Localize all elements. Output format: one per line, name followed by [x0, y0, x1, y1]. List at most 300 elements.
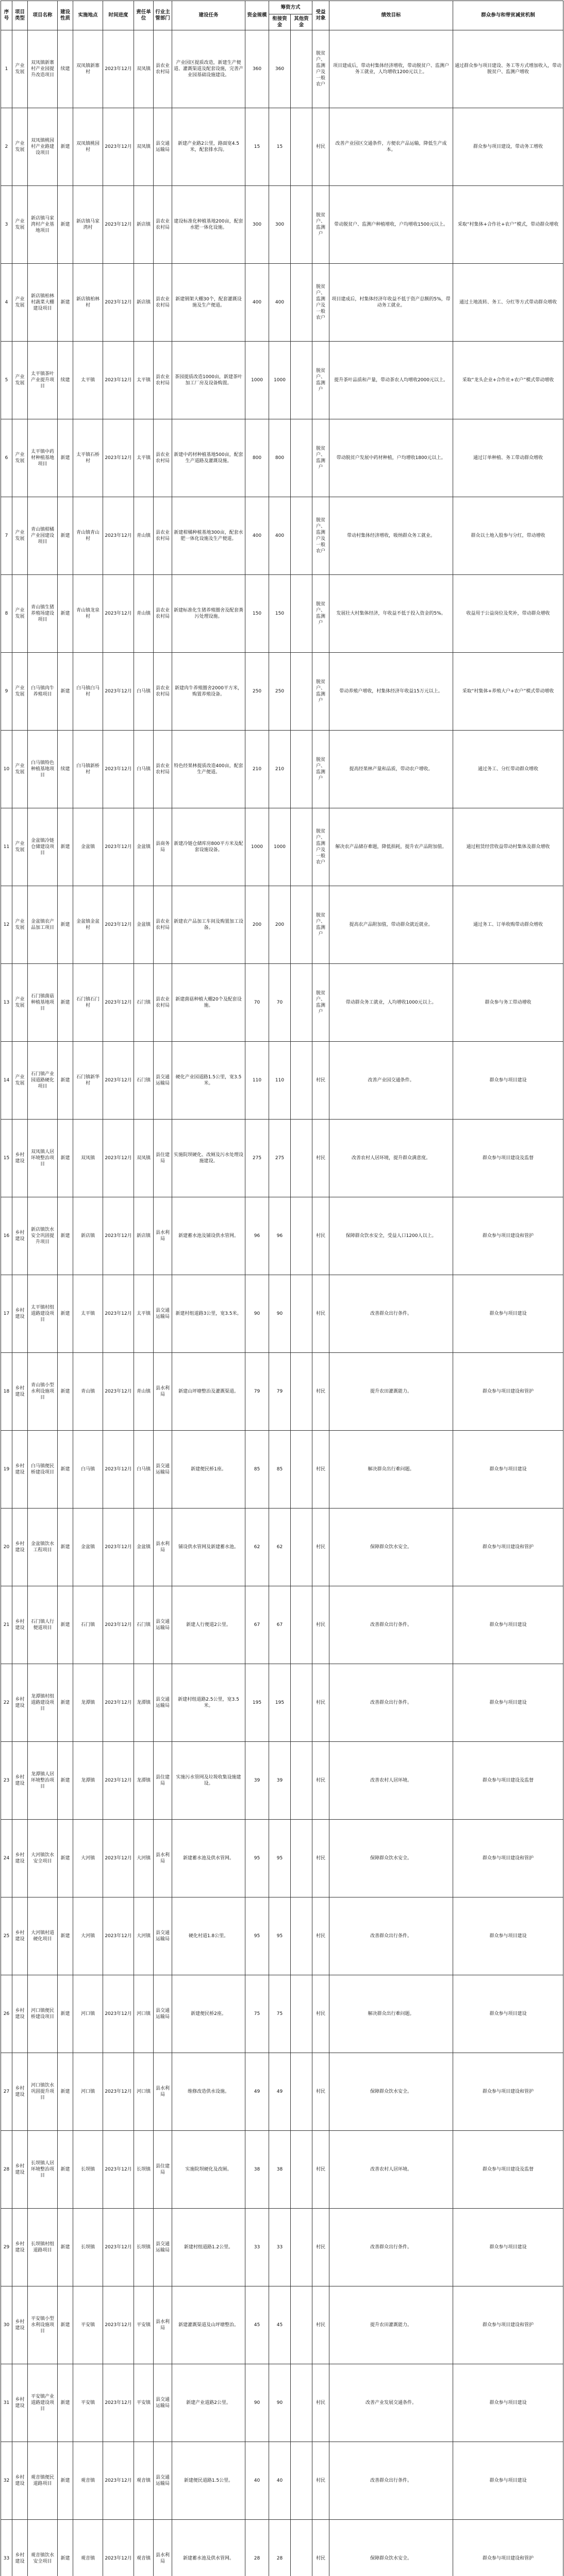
cell-place: 新店镇马家湾村: [73, 186, 103, 264]
cell-place: 平安镇: [73, 2364, 103, 2442]
table-row: [1, 1975, 563, 2053]
cell-fund-b: [291, 264, 312, 342]
cell-dept: 县农业农村局: [154, 419, 172, 497]
cell-place: 大河镇: [73, 1820, 103, 1897]
cell-content: 新建产业路2公里，路面宽4.5米，配套排水沟。: [172, 108, 245, 186]
cell-fund: 45: [245, 2286, 269, 2364]
cell-type: 乡村建设: [12, 2209, 28, 2286]
cell-mech: 群众参与项目建设及监督: [453, 2131, 563, 2209]
cell-nature: 新建: [58, 886, 73, 964]
cell-unit: 双凤镇: [134, 108, 154, 186]
cell-fund-a: 90: [269, 1275, 291, 1353]
cell-benefit: 村民: [312, 1664, 329, 1742]
cell-nature: 续建: [58, 731, 73, 808]
cell-mech: 群众参与项目建设: [453, 2364, 563, 2442]
cell-unit: 龙潭镇: [134, 1664, 154, 1742]
cell-type: 乡村建设: [12, 1664, 28, 1742]
cell-nature: 新建: [58, 1509, 73, 1586]
cell-place: 龙潭镇: [73, 1742, 103, 1820]
cell-no: 20: [1, 1509, 12, 1586]
cell-fund-a: 110: [269, 1042, 291, 1120]
cell-unit: 白马镇: [134, 731, 154, 808]
cell-nature: 新建: [58, 1353, 73, 1431]
cell-no: 33: [1, 2520, 12, 2576]
cell-no: 5: [1, 342, 12, 419]
cell-content: 新建便民道路1.5公里。: [172, 2442, 245, 2520]
cell-time: 2023年12月: [103, 186, 134, 264]
cell-content: 新建钢架大棚30个，配套灌溉设施及生产便道。: [172, 264, 245, 342]
cell-time: 2023年12月: [103, 1120, 134, 1197]
cell-time: 2023年12月: [103, 30, 134, 108]
cell-content: 新建村组道路2.5公里，宽3.5米。: [172, 1664, 245, 1742]
cell-benefit: 脱贫户、监测户: [312, 964, 329, 1042]
table-row: [1, 2520, 563, 2576]
cell-dept: 县水利局: [154, 2520, 172, 2576]
cell-place: 长坝镇: [73, 2131, 103, 2209]
header-mode: 筹资方式: [269, 1, 312, 14]
cell-name: 青山镇生猪养殖场建设项目: [28, 575, 58, 653]
cell-place: 青山镇青山村: [73, 497, 103, 575]
cell-place: 河口镇: [73, 2053, 103, 2131]
cell-mech: 群众参与项目建设: [453, 2442, 563, 2520]
cell-fund: 40: [245, 2442, 269, 2520]
cell-fund-a: 45: [269, 2286, 291, 2364]
cell-goal: 保障群众饮水安全。: [329, 2520, 453, 2576]
cell-place: 平安镇: [73, 2286, 103, 2364]
cell-dept: 县交通运输局: [154, 1275, 172, 1353]
cell-goal: 改善产业园交通条件。: [329, 1042, 453, 1120]
table-row: [1, 1197, 563, 1275]
cell-unit: 白马镇: [134, 653, 154, 731]
cell-place: 双凤镇桃园村: [73, 108, 103, 186]
cell-fund-b: [291, 1275, 312, 1353]
cell-goal: 带动群众务工就业，人均增收1000元以上。: [329, 964, 453, 1042]
cell-no: 19: [1, 1431, 12, 1509]
cell-fund: 75: [245, 1975, 269, 2053]
cell-benefit: 村民: [312, 1897, 329, 1975]
cell-fund-a: 95: [269, 1897, 291, 1975]
cell-time: 2023年12月: [103, 2209, 134, 2286]
cell-goal: 改善群众出行条件。: [329, 1275, 453, 1353]
cell-name: 白马镇特色种植基地项目: [28, 731, 58, 808]
cell-mech: 群众参与项目建设及监督: [453, 1742, 563, 1820]
cell-content: 新建农产品加工车间及购置加工设备。: [172, 886, 245, 964]
cell-no: 2: [1, 108, 12, 186]
cell-fund: 95: [245, 1820, 269, 1897]
cell-place: 太平镇: [73, 1275, 103, 1353]
cell-place: 白马镇: [73, 1431, 103, 1509]
cell-fund-b: [291, 2364, 312, 2442]
project-table-sheet: [1, 1, 563, 2576]
cell-unit: 大河镇: [134, 1820, 154, 1897]
table-row: [1, 964, 563, 1042]
project-table: [1, 1, 563, 2576]
cell-place: 石门镇: [73, 1586, 103, 1664]
cell-content: 新建产业道路2公里。: [172, 2364, 245, 2442]
cell-goal: 提高农产品附加值，带动群众就近就业。: [329, 886, 453, 964]
cell-dept: 县农业农村局: [154, 653, 172, 731]
cell-goal: 解决群众出行难问题。: [329, 1975, 453, 2053]
cell-fund-b: [291, 342, 312, 419]
cell-benefit: 脱贫户、监测户: [312, 731, 329, 808]
cell-no: 32: [1, 2442, 12, 2520]
table-row: [1, 2053, 563, 2131]
cell-mech: 收益用于公益岗位及奖补，带动群众增收: [453, 575, 563, 653]
cell-goal: 项目建成后，村集体经济年收益不低于资产总额的5%，带动务工就业。: [329, 264, 453, 342]
cell-time: 2023年12月: [103, 808, 134, 886]
table-row: [1, 1431, 563, 1509]
cell-unit: 观音镇: [134, 2520, 154, 2576]
cell-name: 白马镇肉牛养殖项目: [28, 653, 58, 731]
cell-dept: 县农业农村局: [154, 264, 172, 342]
cell-unit: 河口镇: [134, 1975, 154, 2053]
cell-mech: 通过土地流转、务工、分红等方式带动群众增收: [453, 264, 563, 342]
cell-content: 硬化产业园道路1.5公里，宽3.5米。: [172, 1042, 245, 1120]
cell-type: 乡村建设: [12, 2286, 28, 2364]
cell-time: 2023年12月: [103, 2053, 134, 2131]
cell-place: 石门镇新华村: [73, 1042, 103, 1120]
cell-content: 新建标准化生猪养殖圈舍及配套粪污处理设施。: [172, 575, 245, 653]
cell-unit: 龙潭镇: [134, 1742, 154, 1820]
cell-type: 乡村建设: [12, 1586, 28, 1664]
cell-no: 16: [1, 1197, 12, 1275]
cell-fund-a: 1000: [269, 808, 291, 886]
cell-content: 新建蓄水池及供水管网。: [172, 2520, 245, 2576]
cell-dept: 县农业农村局: [154, 497, 172, 575]
cell-unit: 石门镇: [134, 1042, 154, 1120]
cell-mech: 群众参与项目建设: [453, 1664, 563, 1742]
cell-name: 太平镇茶叶产业提升项目: [28, 342, 58, 419]
cell-time: 2023年12月: [103, 1509, 134, 1586]
cell-unit: 长坝镇: [134, 2131, 154, 2209]
table-row: [1, 653, 563, 731]
cell-time: 2023年12月: [103, 1897, 134, 1975]
cell-dept: 县水利局: [154, 1509, 172, 1586]
cell-content: 硬化村道1.8公里。: [172, 1897, 245, 1975]
cell-time: 2023年12月: [103, 497, 134, 575]
cell-time: 2023年12月: [103, 2131, 134, 2209]
cell-dept: 县农业农村局: [154, 731, 172, 808]
cell-type: 乡村建设: [12, 1431, 28, 1509]
cell-fund-a: 800: [269, 419, 291, 497]
cell-content: 新建便民桥2座。: [172, 1975, 245, 2053]
cell-goal: 改善农村人居环境。: [329, 2131, 453, 2209]
table-row: [1, 808, 563, 886]
cell-type: 产业发展: [12, 30, 28, 108]
cell-content: 新建便民桥1座。: [172, 1431, 245, 1509]
cell-type: 乡村建设: [12, 1509, 28, 1586]
cell-unit: 青山镇: [134, 575, 154, 653]
cell-time: 2023年12月: [103, 1197, 134, 1275]
cell-mech: 群众以土地入股参与分红，带动增收: [453, 497, 563, 575]
cell-fund: 95: [245, 1897, 269, 1975]
header-fund-b: 其他资金: [291, 14, 312, 30]
cell-nature: 新建: [58, 1664, 73, 1742]
cell-mech: 群众参与项目建设和管护: [453, 1197, 563, 1275]
cell-content: 新建村组道路3公里，宽3.5米。: [172, 1275, 245, 1353]
cell-nature: 新建: [58, 808, 73, 886]
cell-goal: 保障群众饮水安全。: [329, 1509, 453, 1586]
table-row: [1, 30, 563, 108]
cell-dept: 县交通运输局: [154, 1897, 172, 1975]
cell-unit: 太平镇: [134, 419, 154, 497]
cell-goal: 改善农村人居环境。: [329, 1742, 453, 1820]
header-goal: 绩效目标: [329, 1, 453, 30]
cell-fund-b: [291, 808, 312, 886]
cell-fund: 200: [245, 886, 269, 964]
cell-time: 2023年12月: [103, 1820, 134, 1897]
cell-no: 12: [1, 886, 12, 964]
cell-benefit: 村民: [312, 1275, 329, 1353]
cell-type: 产业发展: [12, 108, 28, 186]
cell-content: 新建柑橘种植基地300亩，配套水肥一体化设施及生产便道。: [172, 497, 245, 575]
cell-type: 乡村建设: [12, 1742, 28, 1820]
cell-name: 河口镇饮水巩固提升项目: [28, 2053, 58, 2131]
cell-name: 观音镇便民道路项目: [28, 2442, 58, 2520]
cell-benefit: 村民: [312, 2442, 329, 2520]
cell-fund-b: [291, 886, 312, 964]
cell-benefit: 脱贫户、监测户: [312, 575, 329, 653]
cell-nature: 新建: [58, 497, 73, 575]
table-row: [1, 1353, 563, 1431]
cell-dept: 县住建局: [154, 1742, 172, 1820]
cell-benefit: 脱贫户、监测户及一般农户: [312, 30, 329, 108]
cell-fund-a: 300: [269, 186, 291, 264]
cell-content: 新建灌溉渠道及山坪塘整治。: [172, 2286, 245, 2364]
cell-goal: 改善产业园区交通条件，方便农产品运输，降低生产成本。: [329, 108, 453, 186]
cell-type: 乡村建设: [12, 1820, 28, 1897]
cell-dept: 县农业农村局: [154, 964, 172, 1042]
cell-unit: 石门镇: [134, 1586, 154, 1664]
cell-mech: 群众参与项目建设: [453, 1275, 563, 1353]
table-row: [1, 2286, 563, 2364]
header-fund: 资金规模: [245, 1, 269, 30]
header-dept: 行业主管部门: [154, 1, 172, 30]
cell-dept: 县农业农村局: [154, 30, 172, 108]
cell-goal: 改善群众出行条件。: [329, 2209, 453, 2286]
cell-fund-b: [291, 1431, 312, 1509]
cell-goal: 提高经果林产量和品质，带动农户增收。: [329, 731, 453, 808]
table-row: [1, 2442, 563, 2520]
cell-nature: 新建: [58, 1120, 73, 1197]
table-row: [1, 1042, 563, 1120]
cell-nature: 新建: [58, 1897, 73, 1975]
cell-fund-a: 40: [269, 2442, 291, 2520]
cell-dept: 县交通运输局: [154, 1586, 172, 1664]
cell-goal: 改善产业发展交通条件。: [329, 2364, 453, 2442]
cell-goal: 保障群众饮水安全。: [329, 2053, 453, 2131]
table-row: [1, 1586, 563, 1664]
cell-unit: 金盆镇: [134, 886, 154, 964]
header-place: 实施地点: [73, 1, 103, 30]
cell-unit: 观音镇: [134, 2442, 154, 2520]
cell-fund-b: [291, 1509, 312, 1586]
cell-benefit: 脱贫户、监测户及一般农户: [312, 808, 329, 886]
cell-mech: 通过群众参与项目建设、务工等方式增加收入，带动脱贫户、监测户增收: [453, 30, 563, 108]
cell-type: 乡村建设: [12, 2364, 28, 2442]
cell-benefit: 村民: [312, 1042, 329, 1120]
cell-unit: 双凤镇: [134, 30, 154, 108]
cell-type: 乡村建设: [12, 2520, 28, 2576]
cell-place: 石门镇石门村: [73, 964, 103, 1042]
cell-fund: 400: [245, 497, 269, 575]
cell-time: 2023年12月: [103, 1742, 134, 1820]
cell-goal: 改善农村人居环境，提升群众满意度。: [329, 1120, 453, 1197]
cell-type: 产业发展: [12, 1042, 28, 1120]
cell-fund-b: [291, 2053, 312, 2131]
cell-fund-a: 15: [269, 108, 291, 186]
cell-type: 乡村建设: [12, 2131, 28, 2209]
cell-unit: 新店镇: [134, 264, 154, 342]
cell-fund-b: [291, 2520, 312, 2576]
cell-fund-b: [291, 731, 312, 808]
header-row-1: [1, 1, 563, 14]
cell-no: 14: [1, 1042, 12, 1120]
cell-name: 太平镇中药材种植基地项目: [28, 419, 58, 497]
cell-fund: 300: [245, 186, 269, 264]
cell-time: 2023年12月: [103, 2286, 134, 2364]
cell-type: 乡村建设: [12, 2053, 28, 2131]
cell-fund-b: [291, 1197, 312, 1275]
cell-nature: 新建: [58, 1586, 73, 1664]
cell-type: 产业发展: [12, 575, 28, 653]
cell-fund-a: 400: [269, 264, 291, 342]
cell-name: 平安镇小型水利设施项目: [28, 2286, 58, 2364]
cell-fund: 275: [245, 1120, 269, 1197]
cell-place: 新店镇: [73, 1197, 103, 1275]
cell-dept: 县水利局: [154, 1197, 172, 1275]
cell-name: 青山镇柑橘产业园建设项目: [28, 497, 58, 575]
cell-place: 双凤镇新寨村: [73, 30, 103, 108]
cell-fund: 210: [245, 731, 269, 808]
cell-unit: 白马镇: [134, 1431, 154, 1509]
cell-no: 4: [1, 264, 12, 342]
cell-no: 15: [1, 1120, 12, 1197]
cell-fund-a: 195: [269, 1664, 291, 1742]
cell-type: 乡村建设: [12, 1897, 28, 1975]
header-unit: 责任单位: [134, 1, 154, 30]
table-row: [1, 1509, 563, 1586]
cell-name: 河口镇便民桥建设项目: [28, 1975, 58, 2053]
cell-time: 2023年12月: [103, 419, 134, 497]
cell-type: 产业发展: [12, 964, 28, 1042]
cell-name: 平安镇产业道路建设项目: [28, 2364, 58, 2442]
cell-place: 龙潭镇: [73, 1664, 103, 1742]
cell-benefit: 村民: [312, 2520, 329, 2576]
cell-goal: 改善群众出行条件。: [329, 1586, 453, 1664]
cell-unit: 石门镇: [134, 964, 154, 1042]
cell-name: 新店镇饮水安全巩固提升项目: [28, 1197, 58, 1275]
cell-type: 产业发展: [12, 653, 28, 731]
cell-mech: 群众参与项目建设: [453, 1586, 563, 1664]
cell-place: 新店镇柏林村: [73, 264, 103, 342]
cell-fund: 90: [245, 1275, 269, 1353]
cell-nature: 新建: [58, 2053, 73, 2131]
cell-fund-b: [291, 186, 312, 264]
table-row: [1, 186, 563, 264]
cell-nature: 新建: [58, 419, 73, 497]
cell-mech: 群众参与项目建设和管护: [453, 2520, 563, 2576]
cell-dept: 县农业农村局: [154, 342, 172, 419]
cell-benefit: 村民: [312, 1975, 329, 2053]
cell-benefit: 脱贫户、监测户: [312, 653, 329, 731]
cell-time: 2023年12月: [103, 342, 134, 419]
header-fund-a: 衔接资金: [269, 14, 291, 30]
cell-nature: 新建: [58, 186, 73, 264]
cell-nature: 续建: [58, 342, 73, 419]
cell-dept: 县交通运输局: [154, 108, 172, 186]
cell-no: 8: [1, 575, 12, 653]
cell-mech: 群众参与项目建设: [453, 1897, 563, 1975]
cell-goal: 提升农田灌溉能力。: [329, 2286, 453, 2364]
cell-benefit: 村民: [312, 1820, 329, 1897]
cell-goal: 发展壮大村集体经济，年收益不低于投入资金的5%。: [329, 575, 453, 653]
cell-time: 2023年12月: [103, 1975, 134, 2053]
cell-mech: 群众参与项目建设: [453, 1975, 563, 2053]
cell-content: 新建肉牛养殖圈舍2000平方米，购置养殖设备。: [172, 653, 245, 731]
cell-fund-b: [291, 1820, 312, 1897]
cell-nature: 新建: [58, 264, 73, 342]
cell-no: 7: [1, 497, 12, 575]
cell-time: 2023年12月: [103, 1586, 134, 1664]
cell-no: 28: [1, 2131, 12, 2209]
cell-fund: 38: [245, 2131, 269, 2209]
table-row: [1, 1897, 563, 1975]
cell-fund-a: 360: [269, 30, 291, 108]
cell-content: 新建山坪塘整治及灌溉渠道。: [172, 1353, 245, 1431]
cell-dept: 县农业农村局: [154, 886, 172, 964]
table-row: [1, 731, 563, 808]
cell-unit: 新店镇: [134, 186, 154, 264]
cell-nature: 新建: [58, 2209, 73, 2286]
cell-benefit: 村民: [312, 2209, 329, 2286]
cell-place: 观音镇: [73, 2442, 103, 2520]
cell-type: 产业发展: [12, 419, 28, 497]
cell-mech: 群众参与项目建设和管护: [453, 1509, 563, 1586]
cell-time: 2023年12月: [103, 1275, 134, 1353]
cell-type: 产业发展: [12, 186, 28, 264]
cell-fund-b: [291, 1042, 312, 1120]
cell-name: 金盆镇冷链仓储建设项目: [28, 808, 58, 886]
cell-place: 金盆镇: [73, 808, 103, 886]
cell-fund: 28: [245, 2520, 269, 2576]
cell-unit: 河口镇: [134, 2053, 154, 2131]
cell-name: 龙潭镇村组道路建设项目: [28, 1664, 58, 1742]
cell-goal: 带动脱贫户发展中药材种植，户均增收1800元以上。: [329, 419, 453, 497]
table-row: [1, 497, 563, 575]
cell-dept: 县交通运输局: [154, 2364, 172, 2442]
cell-name: 石门镇菌菇种植基地项目: [28, 964, 58, 1042]
cell-fund-b: [291, 575, 312, 653]
cell-fund: 150: [245, 575, 269, 653]
table-row: [1, 264, 563, 342]
cell-content: 新建蓄水池及铺设供水管网。: [172, 1197, 245, 1275]
table-row: [1, 1120, 563, 1197]
cell-benefit: 村民: [312, 1586, 329, 1664]
cell-fund: 49: [245, 2053, 269, 2131]
cell-benefit: 村民: [312, 2053, 329, 2131]
cell-time: 2023年12月: [103, 108, 134, 186]
cell-fund: 195: [245, 1664, 269, 1742]
table-row: [1, 108, 563, 186]
cell-fund-a: 85: [269, 1431, 291, 1509]
cell-no: 21: [1, 1586, 12, 1664]
cell-name: 龙潭镇人居环境整治项目: [28, 1742, 58, 1820]
cell-fund-a: 79: [269, 1353, 291, 1431]
cell-fund-a: 67: [269, 1586, 291, 1664]
cell-fund-a: 38: [269, 2131, 291, 2209]
cell-place: 大河镇: [73, 1897, 103, 1975]
